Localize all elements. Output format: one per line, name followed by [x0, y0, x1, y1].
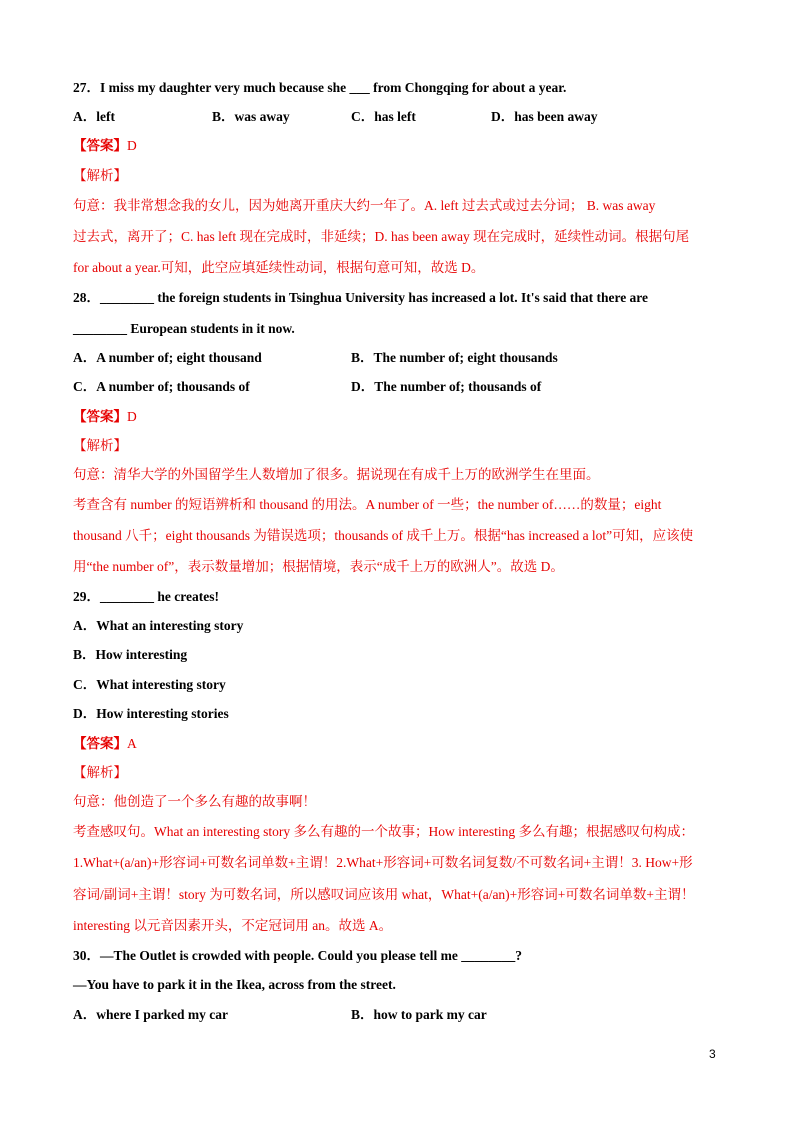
q27-analysis-line: 句意：我非常想念我的女儿，因为她离开重庆大约一年了。A. left 过去式或过去分词； B. was away — [73, 198, 656, 213]
answer-value: A — [127, 736, 137, 751]
q27-analysis-line: for about a year.可知，此空应填延续性动词，根据句意可知，故选 D。 — [73, 260, 485, 275]
q28-analysis-line: thousand 八千；eight thousands 为错误选项；thousands of 成千上万。根据“has increased a lot”可知，应该使 — [73, 528, 694, 543]
q28-answer — [73, 408, 137, 426]
q27-option-c: C．has left — [351, 109, 416, 124]
q30-option-b: B．how to park my car — [351, 1007, 487, 1022]
page-number: 3 — [709, 1047, 716, 1061]
q28-analysis-label: 【解析】 — [73, 438, 127, 453]
answer-value: D — [127, 138, 137, 153]
q29-analysis-line: 容词/副词+主谓！story 为可数名词，所以感叹词应该用 what，What+(a/an)+形容词+可数名词单数+主谓！ — [73, 887, 695, 902]
q28-option-d: D．The number of; thousands of — [351, 379, 542, 394]
q29-answer — [73, 735, 137, 753]
q30-option-a: A．where I parked my car — [73, 1007, 228, 1022]
q29-analysis-line: 考查感叹句。What an interesting story 多么有趣的一个故事；How interesting 多么有趣；根据感叹句构成： — [73, 824, 694, 839]
q29-analysis-label: 【解析】 — [73, 765, 127, 780]
question-28-stem-cont: ________ European students in it now. — [73, 321, 295, 336]
q27-option-a: A．left — [73, 109, 115, 124]
question-27-stem: 27．I miss my daughter very much because she ___ from Chongqing for about a year. — [73, 80, 567, 95]
q27-answer — [73, 137, 137, 155]
q28-option-b: B．The number of; eight thousands — [351, 350, 558, 365]
q29-option-b: B．How interesting — [73, 647, 188, 662]
question-28-stem: 28．________ the foreign students in Tsinghua University has increased a lot. It's said that there are — [73, 290, 649, 305]
q27-analysis-label: 【解析】 — [73, 168, 127, 183]
q28-analysis-line: 考查含有 number 的短语辨析和 thousand 的用法。A number of 一些；the number of……的数量；eight — [73, 497, 662, 512]
answer-label: 【答案】 — [73, 736, 127, 751]
q29-analysis-line: 1.What+(a/an)+形容词+可数名词单数+主谓！2.What+形容词+可数名词复数/不可数名词+主谓！3. How+形 — [73, 855, 693, 870]
answer-label: 【答案】 — [73, 409, 127, 424]
q28-option-c: C．A number of; thousands of — [73, 379, 250, 394]
q27-analysis-line: 过去式，离开了；C. has left 现在完成时，非延续；D. has been away 现在完成时，延续性动词。根据句尾 — [73, 229, 690, 244]
question-30-stem: 30．—The Outlet is crowded with people. Could you please tell me ________? — [73, 948, 523, 963]
q29-option-c: C．What interesting story — [73, 677, 226, 692]
answer-label: 【答案】 — [73, 138, 127, 153]
q28-option-a: A．A number of; eight thousand — [73, 350, 262, 365]
answer-value: D — [127, 409, 137, 424]
q29-option-d: D．How interesting stories — [73, 706, 229, 721]
q29-analysis-line: 句意：他创造了一个多么有趣的故事啊！ — [73, 794, 316, 809]
q28-analysis-line: 句意：清华大学的外国留学生人数增加了很多。据说现在有成千上万的欧洲学生在里面。 — [73, 467, 600, 482]
question-29-stem: 29．________ he creates! — [73, 589, 219, 604]
q28-analysis-line: 用“the number of”，表示数量增加；根据情境，表示“成千上万的欧洲人”。故选 D。 — [73, 559, 564, 574]
q29-analysis-line: interesting 以元音因素开头，不定冠词用 an。故选 A。 — [73, 918, 393, 933]
q27-option-b: B．was away — [212, 109, 290, 124]
q29-option-a: A．What an interesting story — [73, 618, 244, 633]
q27-option-d: D．has been away — [491, 109, 598, 124]
question-30-stem-cont: —You have to park it in the Ikea, across from the street. — [73, 977, 396, 992]
